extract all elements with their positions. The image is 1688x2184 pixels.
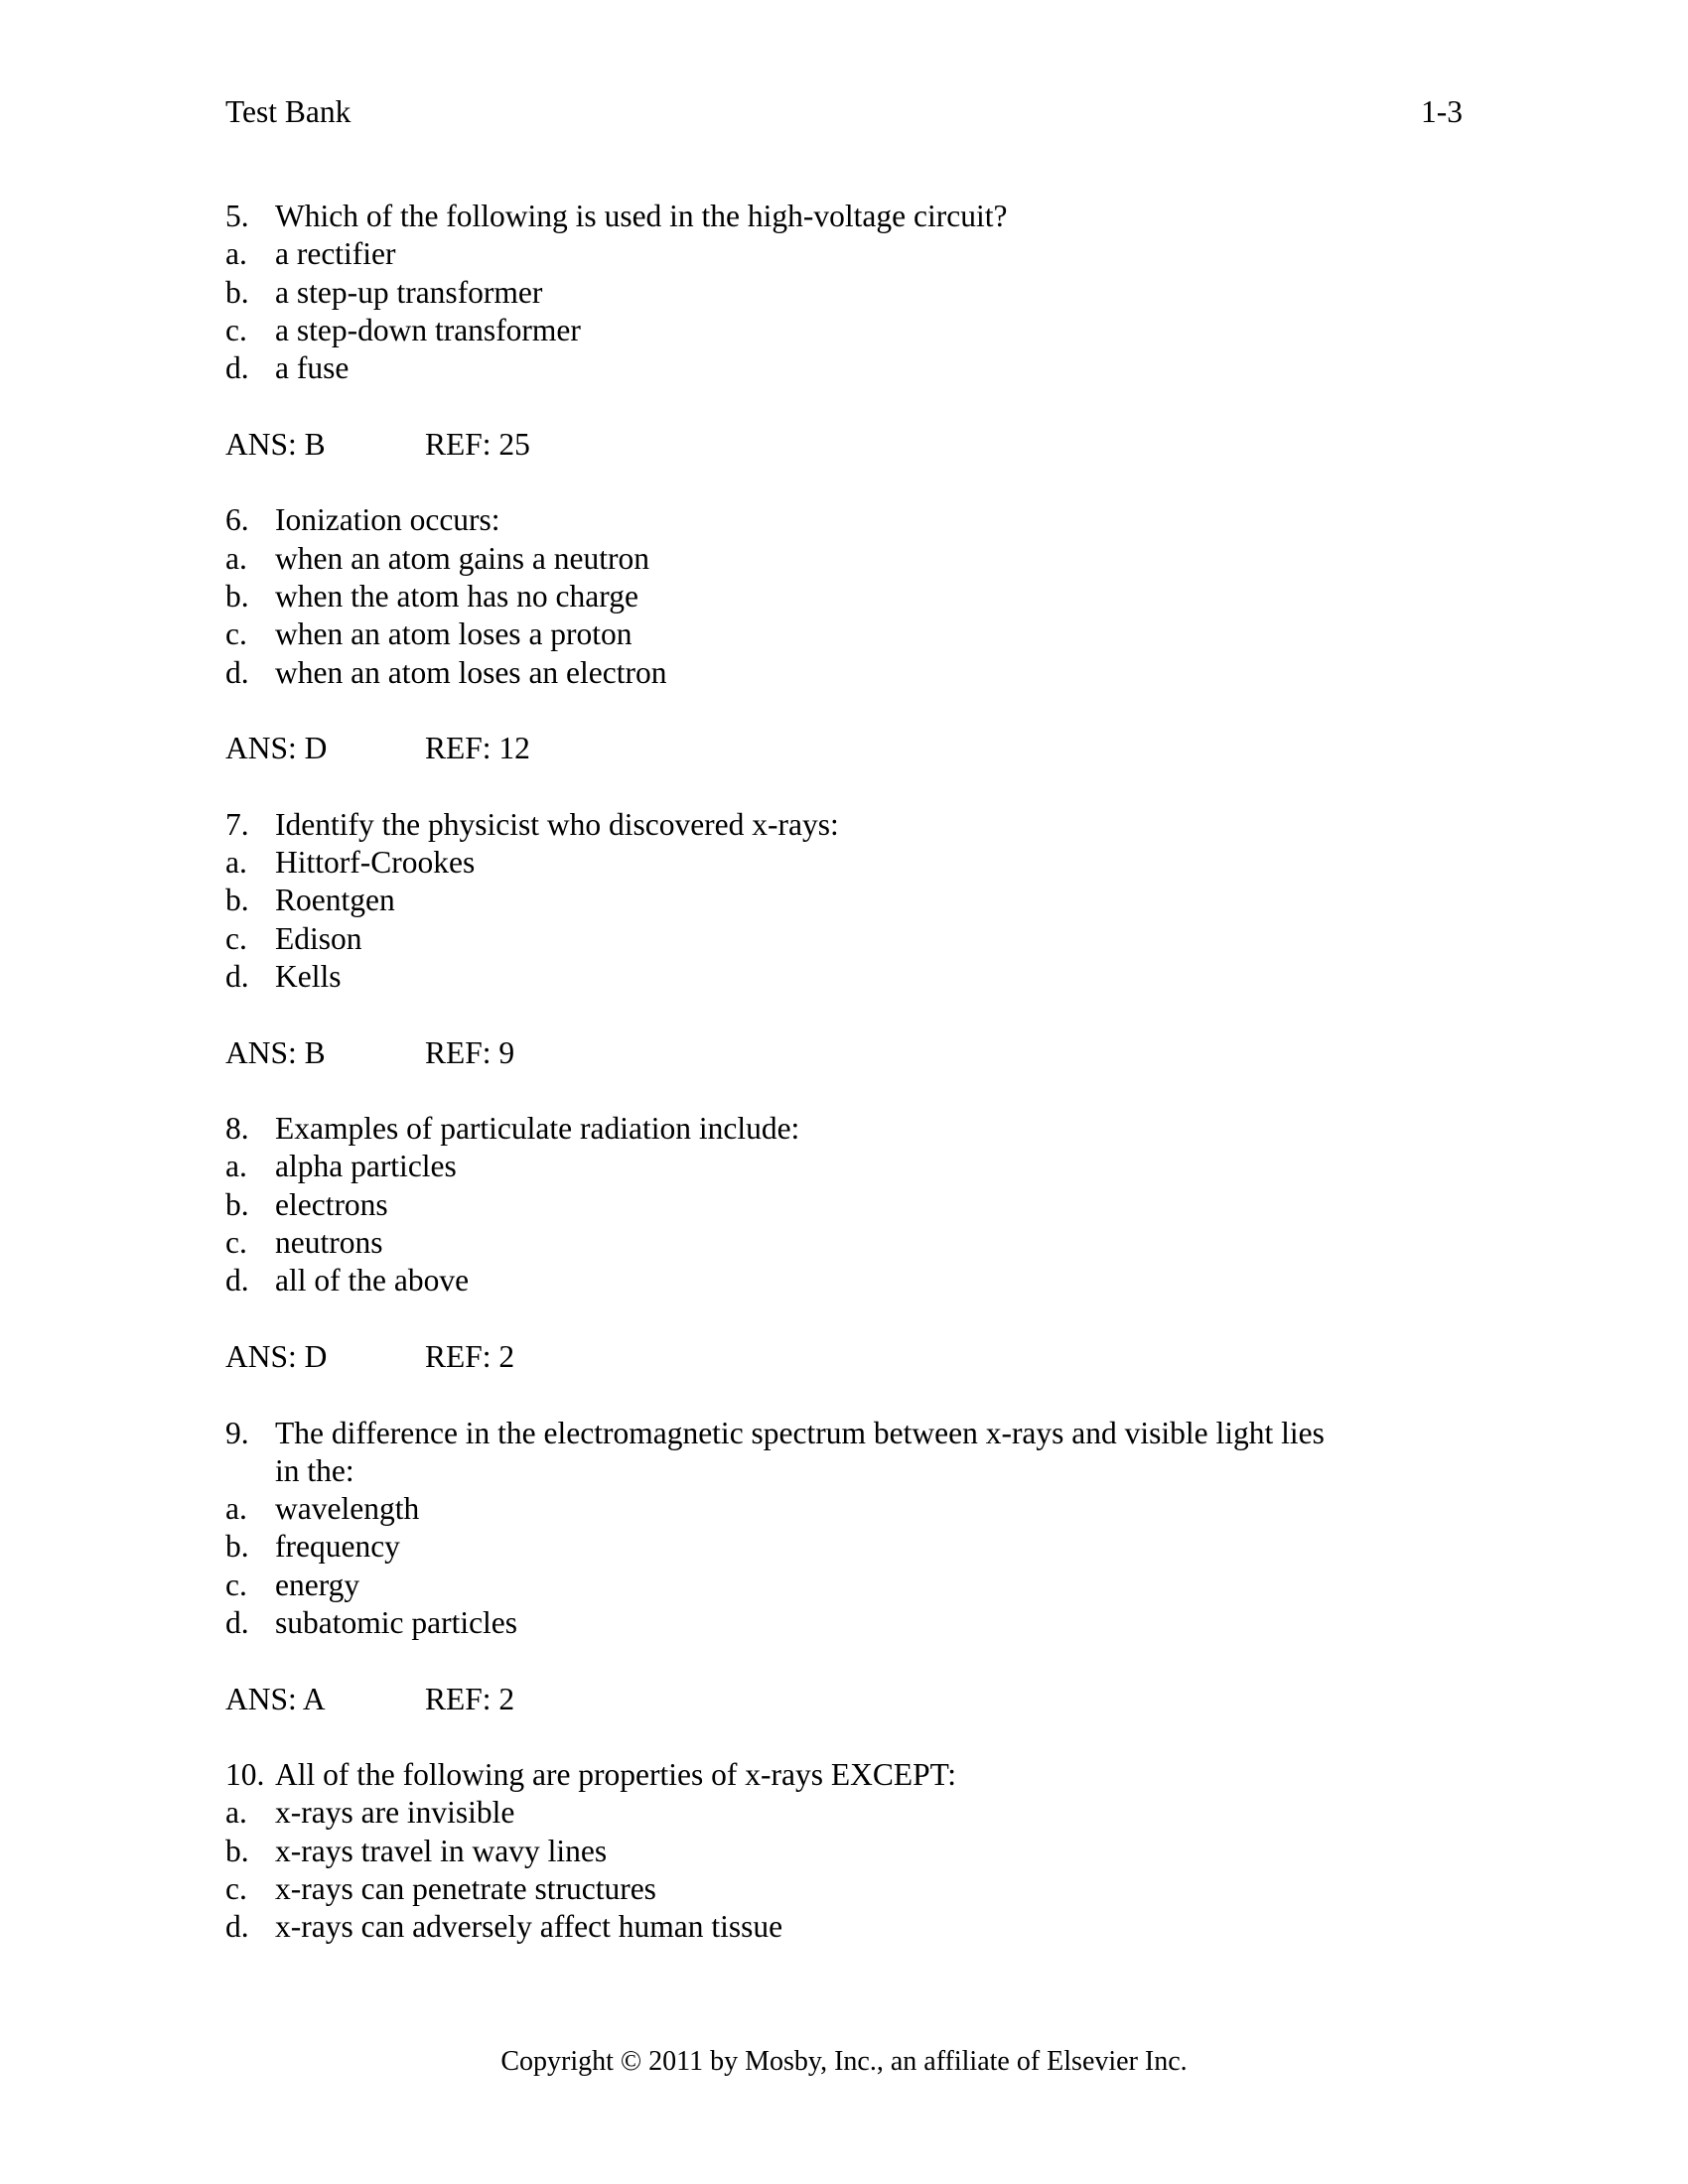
question-text: Which of the following is used in the high-voltage circuit? [275, 199, 1008, 233]
option-letter: d. [225, 958, 249, 994]
ref-label: REF: 12 [425, 731, 530, 766]
option-letter: c. [225, 312, 247, 347]
question-line [225, 1415, 1463, 1452]
option-letter: a. [225, 845, 247, 881]
option-row [225, 312, 1463, 349]
option-letter: b. [225, 1529, 249, 1565]
option-row [225, 615, 1463, 653]
question-block [225, 1110, 1463, 1376]
option-row [225, 235, 1463, 273]
option-text: a step-up transformer [275, 274, 543, 310]
option-row [225, 1528, 1463, 1566]
option-letter: b. [225, 1833, 249, 1868]
question-block [225, 1756, 1463, 1946]
answer-label: ANS: D [225, 731, 328, 766]
option-row [225, 1833, 1463, 1870]
option-row [225, 1262, 1463, 1299]
option-row [225, 578, 1463, 615]
option-letter: d. [225, 1909, 249, 1945]
option-text: a rectifier [275, 236, 396, 272]
option-row [225, 1794, 1463, 1832]
question-text: Examples of particulate radiation include: [275, 1111, 800, 1147]
answer-label: ANS: A [225, 1681, 326, 1716]
option-letter: d. [225, 654, 249, 690]
option-text: when an atom gains a neutron [275, 540, 650, 576]
question-block [225, 1415, 1463, 1718]
question-line [225, 1110, 1463, 1148]
option-text: x-rays can adversely affect human tissue [275, 1909, 783, 1945]
option-text: Edison [275, 920, 362, 956]
option-letter: b. [225, 1186, 249, 1222]
question-block [225, 501, 1463, 767]
option-letter: d. [225, 1604, 249, 1640]
option-letter: a. [225, 1795, 247, 1831]
option-row [225, 844, 1463, 882]
question-line [225, 1756, 1463, 1794]
option-text: all of the above [275, 1263, 470, 1298]
option-text: x-rays travel in wavy lines [275, 1833, 608, 1868]
option-letter: d. [225, 350, 249, 386]
ref-label: REF: 2 [425, 1338, 515, 1374]
option-row [225, 1567, 1463, 1604]
option-letter: a. [225, 540, 247, 576]
question-number: 6. [225, 502, 249, 538]
option-row [225, 1148, 1463, 1185]
question-block [225, 806, 1463, 1072]
option-text: energy [275, 1567, 360, 1602]
question-text: in the: [275, 1452, 354, 1488]
option-row [225, 654, 1463, 692]
option-text: Hittorf-Crookes [275, 845, 476, 881]
option-row [225, 882, 1463, 919]
option-text: Roentgen [275, 883, 395, 918]
option-letter: a. [225, 1491, 247, 1527]
option-row [225, 349, 1463, 387]
option-row [225, 1870, 1463, 1908]
question-number: 7. [225, 806, 249, 842]
question-line-continued [225, 1452, 1463, 1490]
question-text: All of the following are properties of x-rays EXCEPT: [275, 1757, 957, 1793]
page-header [225, 93, 1463, 131]
option-letter: b. [225, 578, 249, 614]
option-row [225, 958, 1463, 996]
question-text: Identify the physicist who discovered x-rays: [275, 806, 839, 842]
option-row [225, 1224, 1463, 1262]
option-text: when an atom loses a proton [275, 616, 633, 652]
question-line [225, 198, 1463, 235]
option-letter: c. [225, 1225, 247, 1261]
option-row [225, 1186, 1463, 1224]
option-text: frequency [275, 1529, 400, 1565]
option-letter: b. [225, 274, 249, 310]
option-text: a fuse [275, 350, 350, 386]
answer-line [225, 730, 1463, 767]
option-row [225, 1604, 1463, 1642]
option-letter: c. [225, 920, 247, 956]
answer-label: ANS: B [225, 1034, 326, 1070]
option-letter: c. [225, 616, 247, 652]
option-text: x-rays can penetrate structures [275, 1871, 656, 1907]
option-text: wavelength [275, 1491, 420, 1527]
page-number: 1-3 [1421, 94, 1463, 129]
option-row [225, 1490, 1463, 1528]
question-line [225, 806, 1463, 844]
ref-label: REF: 9 [425, 1034, 515, 1070]
option-letter: a. [225, 236, 247, 272]
option-text: neutrons [275, 1225, 383, 1261]
page-footer [0, 2043, 1688, 2081]
ref-label: REF: 2 [425, 1681, 515, 1716]
question-number: 10. [225, 1757, 265, 1793]
answer-line [225, 1034, 1463, 1072]
question-text: The difference in the electromagnetic spectrum between x-rays and visible light lies [275, 1415, 1325, 1450]
footer-copyright: Copyright © 2011 by Mosby, Inc., an affiliate of Elsevier Inc. [500, 2046, 1188, 2077]
question-number: 5. [225, 199, 249, 233]
answer-line [225, 1338, 1463, 1376]
option-letter: b. [225, 883, 249, 918]
option-text: when an atom loses an electron [275, 654, 667, 690]
option-letter: c. [225, 1871, 247, 1907]
option-text: Kells [275, 958, 342, 994]
option-text: electrons [275, 1186, 388, 1222]
option-row [225, 540, 1463, 578]
option-text: x-rays are invisible [275, 1795, 515, 1831]
option-row [225, 1908, 1463, 1946]
question-block [225, 198, 1463, 464]
answer-line [225, 1681, 1463, 1718]
answer-line [225, 426, 1463, 464]
answer-label: ANS: D [225, 1338, 328, 1374]
ref-label: REF: 25 [425, 426, 530, 462]
option-row [225, 920, 1463, 958]
question-number [225, 1452, 275, 1490]
answer-label: ANS: B [225, 426, 326, 462]
question-line [225, 501, 1463, 539]
option-text: a step-down transformer [275, 312, 581, 347]
option-text: subatomic particles [275, 1604, 518, 1640]
option-letter: c. [225, 1567, 247, 1602]
option-row [225, 274, 1463, 312]
option-letter: d. [225, 1263, 249, 1298]
document-title: Test Bank [225, 94, 352, 129]
question-number: 8. [225, 1111, 249, 1147]
option-text: alpha particles [275, 1149, 457, 1184]
option-letter: a. [225, 1149, 247, 1184]
option-text: when the atom has no charge [275, 578, 638, 614]
question-text: Ionization occurs: [275, 502, 500, 538]
questions [225, 198, 1463, 1947]
question-number: 9. [225, 1415, 249, 1450]
